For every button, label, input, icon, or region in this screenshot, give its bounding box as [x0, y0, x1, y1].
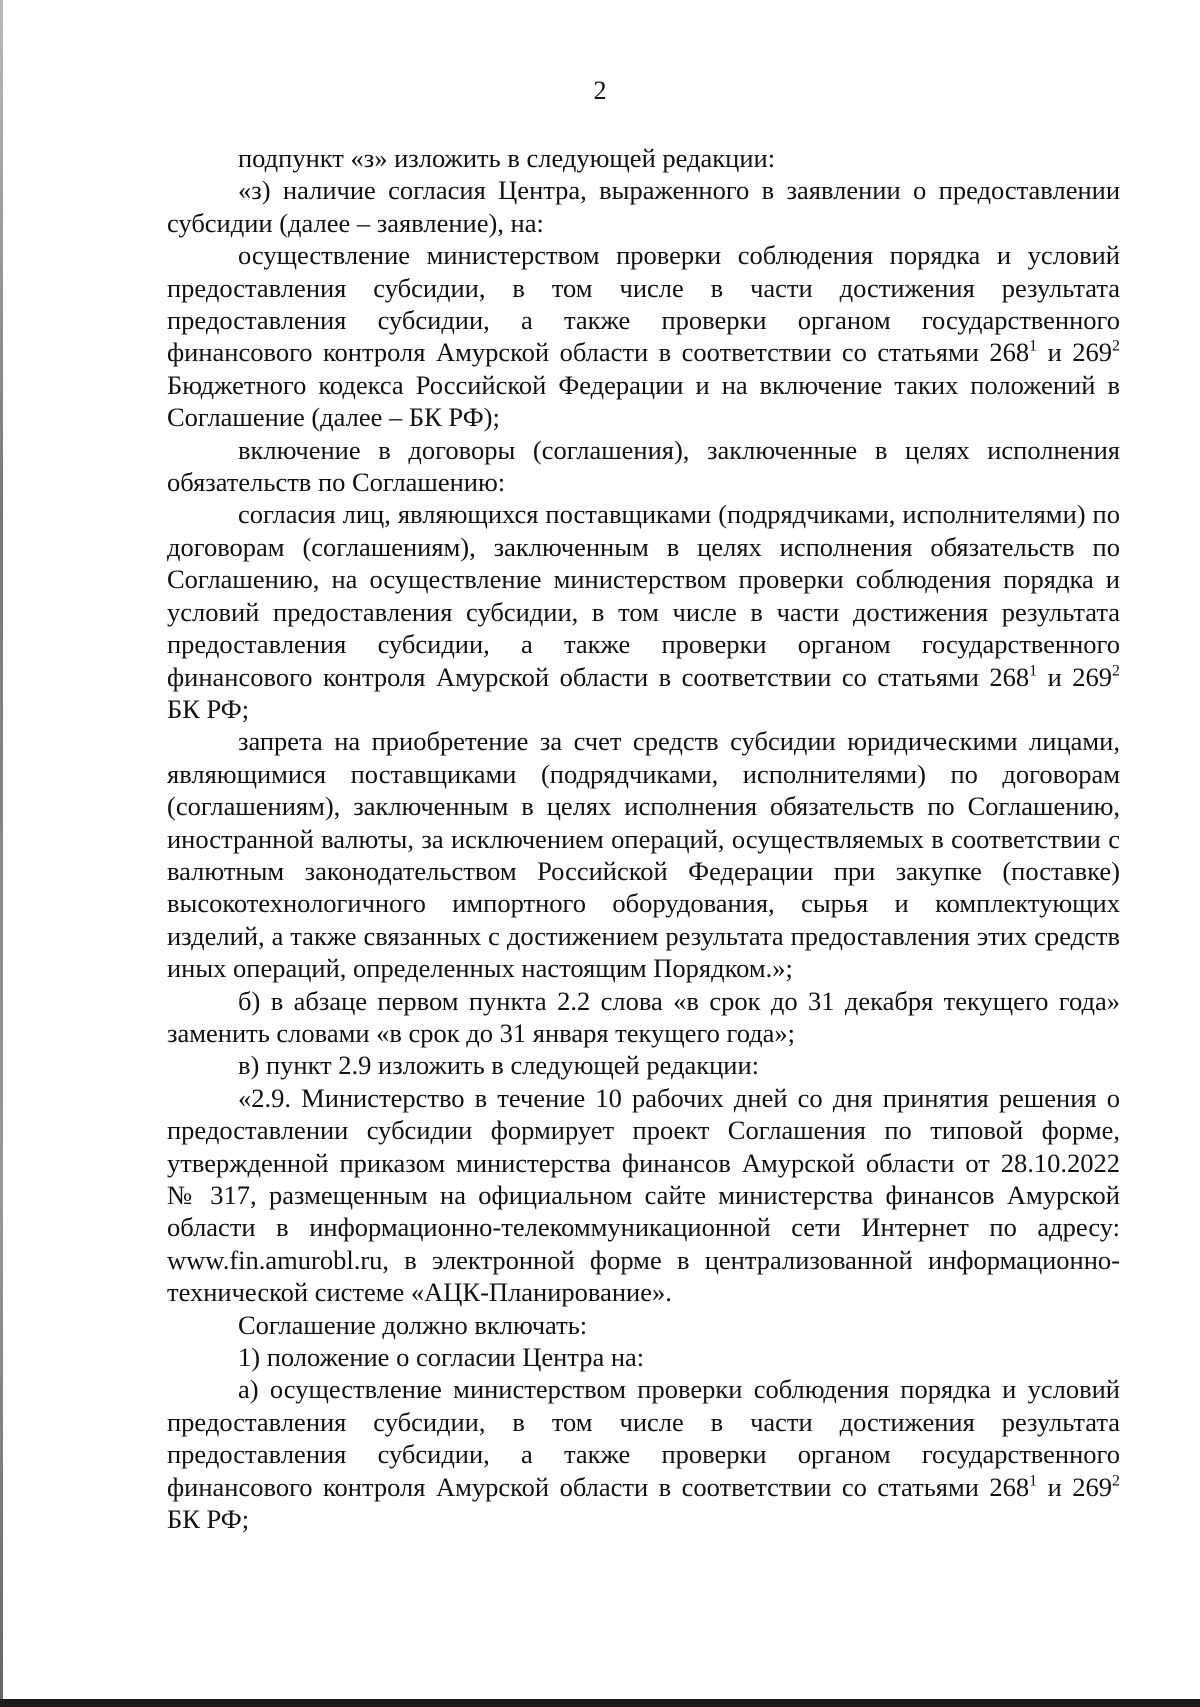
superscript: 2	[1112, 662, 1120, 680]
paragraph-text: БК РФ;	[167, 1504, 250, 1535]
paragraph	[167, 1373, 1120, 1535]
superscript: 2	[1112, 1472, 1120, 1490]
paragraph: б) в абзаце первом пункта 2.2 слова «в срок до 31 декабря текущего года» заменить словами «в срок до 31 января текущего года»;	[167, 985, 1120, 1048]
paragraph-text: БК РФ;	[167, 693, 250, 724]
superscript: 1	[1029, 1472, 1038, 1490]
paragraph: подпункт «з» изложить в следующей редакции:	[238, 143, 776, 173]
paragraph-text: и 269	[1037, 1471, 1113, 1502]
superscript: 2	[1112, 338, 1120, 356]
paragraph	[167, 498, 1120, 725]
paragraph: Соглашение должно включать:	[238, 1309, 588, 1340]
paragraph: включение в договоры (соглашения), заключенные в целях исполнения обязательств по Соглашению:	[167, 434, 1120, 498]
scan-edge-left	[0, 0, 3, 1707]
superscript: 1	[1029, 338, 1038, 356]
paragraph-text: согласия лиц, являющихся поставщиками (подрядчиками, исполнителями) по договорам (соглашениям), заключенным в целях исполнения обязательств по Соглашению, на осуществление министерством проверки соблюдения порядка и условий предоставления субсидии, в том числе в части достижения результата предоставления субсидии, а также проверки органом государственного финансового контроля Амурской области в соответствии со статьями 268	[167, 499, 1120, 692]
paragraph: «з) наличие согласия Центра, выраженного в заявлении о предоставлении субсидии (далее – заявление), на:	[167, 175, 1120, 238]
paragraph-text: и 269	[1037, 661, 1113, 692]
paragraph: запрета на приобретение за счет средств субсидии юридическими лицами, являющимися поставщиками (подрядчиками, исполнителями) по договорам (соглашениям), заключенным в целях исполнения обязательств по Соглашению, иностранной валюты, за исключением операций, осуществляемых в соответствии с валютным законодательством Российской Федерации при закупке (поставке) высокотехнологичного импортного оборудования, сырья и комплектующих изделий, а также связанных с достижением результата предоставления этих средств иных операций, определенных настоящим Порядком.»;	[167, 726, 1120, 984]
paragraph: в) пункт 2.9 изложить в следующей редакции:	[238, 1050, 760, 1081]
paragraph-text: Бюджетного кодекса Российской Федерации и на включение таких положений в Соглашение (далее – БК РФ);	[167, 369, 1120, 433]
superscript: 1	[1029, 662, 1038, 680]
document-body	[167, 142, 1120, 1535]
page-number: 2	[593, 76, 607, 105]
scan-edge-bottom	[0, 1699, 1200, 1707]
paragraph	[167, 239, 1120, 433]
paragraph-text: а) осуществление министерством проверки соблюдения порядка и условий предоставления субсидии, в том числе в части достижения результата предоставления субсидии, а также проверки органом государственного финансового контроля Амурской области в соответствии со статьями 268	[167, 1374, 1120, 1502]
paragraph: «2.9. Министерство в течение 10 рабочих дней со дня принятия решения о предоставлении субсидии формирует проект Соглашения по типовой форме, утвержденной приказом министерства финансов Амурской области от 28.10.2022 № 317, размещенным на официальном сайте министерства финансов Амурской области в информационно-телекоммуникационной сети Интернет по адресу: www.fin.amurobl.ru, в электронной форме в централизованной информационно-технической системе «АЦК-Планирование».	[167, 1082, 1120, 1308]
paragraph-text: осуществление министерством проверки соблюдения порядка и условий предоставления субсидии, в том числе в части достижения результата предоставления субсидии, а также проверки органом государственного финансового контроля Амурской области в соответствии со статьями 268	[167, 240, 1120, 368]
paragraph-text: и 269	[1037, 337, 1113, 368]
paragraph: 1) положение о согласии Центра на:	[238, 1342, 645, 1373]
